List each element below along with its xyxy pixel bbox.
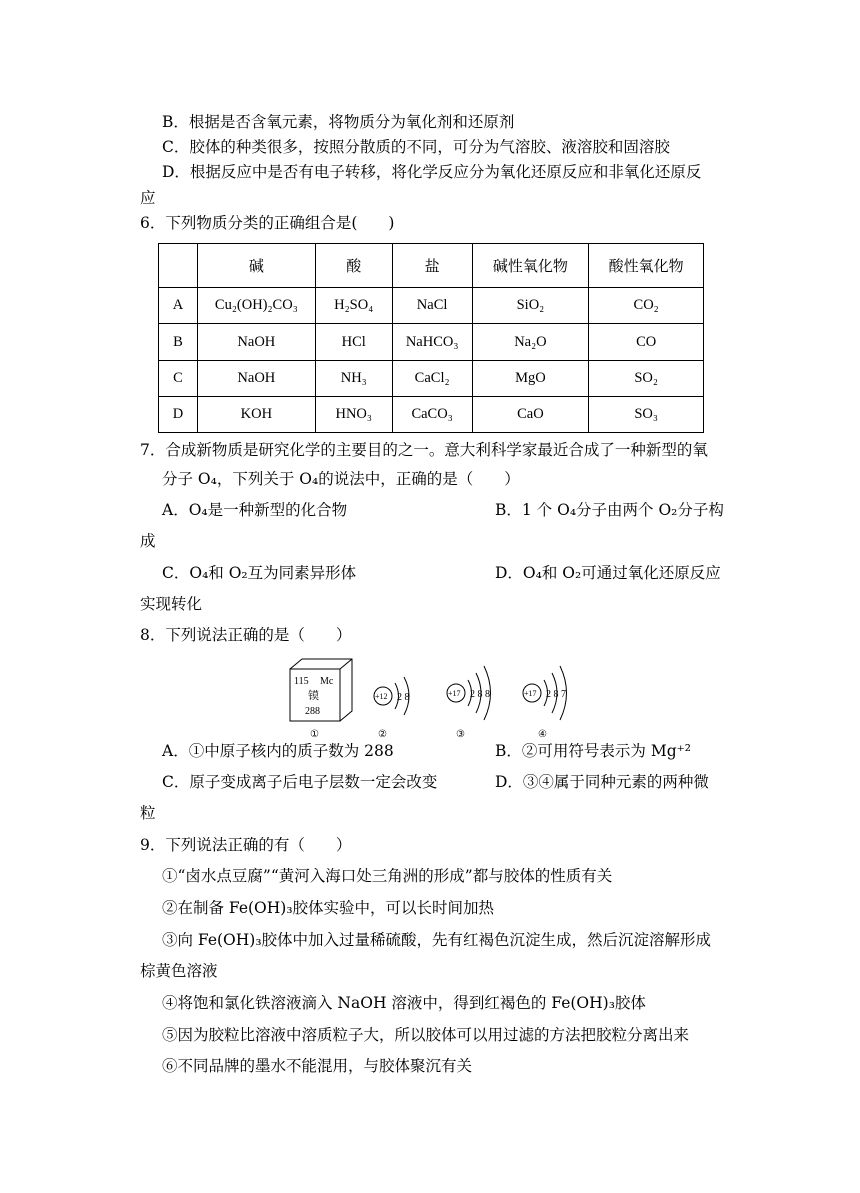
q8-option-d-line2: 粒 xyxy=(140,804,156,822)
q8-stem: 8．下列说法正确的是（ ） xyxy=(140,626,352,644)
figure-label-1: ① xyxy=(310,729,319,740)
q7-option-d-line1: D．O₄和 O₂可通过氧化还原反应 xyxy=(495,564,721,582)
header-cell: 酸 xyxy=(315,244,392,288)
table-row xyxy=(159,288,704,324)
option-cell: C xyxy=(159,360,198,396)
table-row xyxy=(159,324,704,360)
atom2-shells: 2 8 xyxy=(397,692,410,703)
option-cell: B xyxy=(159,324,198,360)
table-header-row xyxy=(159,244,704,288)
q7-stem-line2: 分子 O₄，下列关于 O₄的说法中，正确的是（ ） xyxy=(162,470,520,488)
atom4-nucleus: +17 xyxy=(524,689,537,698)
salt-cell: CaCO₃ xyxy=(392,396,472,432)
header-cell xyxy=(159,244,198,288)
acidic-oxide-cell: CO₂ xyxy=(589,288,704,324)
cell-mass: 288 xyxy=(305,706,320,717)
acidic-oxide-cell: SO₂ xyxy=(589,360,704,396)
periodic-cell xyxy=(290,659,352,721)
base-cell: NaOH xyxy=(197,360,315,396)
atom4-shells: 2 8 7 xyxy=(546,689,566,700)
table-row xyxy=(159,360,704,396)
acid-cell: HCl xyxy=(315,324,392,360)
figure-label-4: ④ xyxy=(538,729,547,740)
table-row xyxy=(159,396,704,432)
base-cell: KOH xyxy=(197,396,315,432)
salt-cell: CaCl₂ xyxy=(392,360,472,396)
q8-option-d-line1: D．③④属于同种元素的两种微 xyxy=(495,773,709,791)
q6-classification-table xyxy=(158,243,704,433)
header-cell: 碱 xyxy=(197,244,315,288)
q9-stem: 9．下列说法正确的有（ ） xyxy=(140,836,352,854)
q5-option-d-line1: D．根据反应中是否有电子转移，将化学反应分为氧化还原反应和非氧化还原反 xyxy=(162,163,702,181)
q9-statement-2: ②在制备 Fe(OH)₃胶体实验中，可以长时间加热 xyxy=(162,899,495,917)
atom2-nucleus: +12 xyxy=(375,692,388,701)
cell-number: 115 xyxy=(294,676,309,687)
acidic-oxide-cell: CO xyxy=(589,324,704,360)
option-cell: A xyxy=(159,288,198,324)
base-cell: Cu₂(OH)₂CO₃ xyxy=(197,288,315,324)
basic-oxide-cell: Na₂O xyxy=(472,324,589,360)
acid-cell: NH₃ xyxy=(315,360,392,396)
cell-name: 镆 xyxy=(308,689,319,702)
header-cell: 酸性氧化物 xyxy=(589,244,704,288)
salt-cell: NaHCO₃ xyxy=(392,324,472,360)
base-cell: NaOH xyxy=(197,324,315,360)
q7-option-c: C．O₄和 O₂互为同素异形体 xyxy=(162,564,357,582)
q7-option-d-line2: 实现转化 xyxy=(140,595,203,613)
q5-option-b: B．根据是否含氧元素，将物质分为氧化剂和还原剂 xyxy=(162,113,515,131)
basic-oxide-cell: CaO xyxy=(472,396,589,432)
header-cell: 盐 xyxy=(392,244,472,288)
q9-statement-5: ⑤因为胶粒比溶液中溶质粒子大，所以胶体可以用过滤的方法把胶粒分离出来 xyxy=(162,1026,690,1044)
acid-cell: HNO₃ xyxy=(315,396,392,432)
q7-stem-line1: 7．合成新物质是研究化学的主要目的之一。意大利科学家最近合成了一种新型的氧 xyxy=(140,441,708,459)
q9-statement-6: ⑥不同品牌的墨水不能混用，与胶体聚沉有关 xyxy=(162,1057,473,1075)
option-cell: D xyxy=(159,396,198,432)
q9-statement-4: ④将饱和氯化铁溶液滴入 NaOH 溶液中，得到红褐色的 Fe(OH)₃胶体 xyxy=(162,994,646,1012)
salt-cell: NaCl xyxy=(392,288,472,324)
q6-stem: 6．下列物质分类的正确组合是( ) xyxy=(140,214,395,232)
q9-statement-3-line1: ③向 Fe(OH)₃胶体中加入过量稀硫酸，先有红褐色沉淀生成，然后沉淀溶解形成 xyxy=(162,931,712,949)
header-cell: 碱性氧化物 xyxy=(472,244,589,288)
figure-label-2: ② xyxy=(378,729,387,740)
q9-statement-3-line2: 棕黄色溶液 xyxy=(140,962,218,980)
atom3-shells: 2 8 8 xyxy=(470,689,490,700)
basic-oxide-cell: SiO₂ xyxy=(472,288,589,324)
q5-option-c: C．胶体的种类很多，按照分散质的不同，可分为气溶胶、液溶胶和固溶胶 xyxy=(162,138,670,156)
q8-option-a: A．①中原子核内的质子数为 288 xyxy=(162,742,394,760)
acid-cell: H₂SO₄ xyxy=(315,288,392,324)
basic-oxide-cell: MgO xyxy=(472,360,589,396)
q7-option-a: A．O₄是一种新型的化合物 xyxy=(162,501,348,519)
q9-statement-1: ①“卤水点豆腐”“黄河入海口处三角洲的形成”都与胶体的性质有关 xyxy=(162,867,613,885)
acidic-oxide-cell: SO₃ xyxy=(589,396,704,432)
q7-option-b-line1: B．1 个 O₄分子由两个 O₂分子构 xyxy=(495,501,724,519)
figure-label-3: ③ xyxy=(456,729,465,740)
q5-option-d-line2: 应 xyxy=(140,189,156,207)
atom3-nucleus: +17 xyxy=(448,689,461,698)
atomic-structure-figure xyxy=(286,655,586,740)
q8-option-b: B．②可用符号表示为 Mg⁺² xyxy=(495,742,692,760)
q8-option-c: C．原子变成离子后电子层数一定会改变 xyxy=(162,773,438,791)
q7-option-b-line2: 成 xyxy=(140,532,156,550)
cell-symbol: Mc xyxy=(320,676,334,687)
